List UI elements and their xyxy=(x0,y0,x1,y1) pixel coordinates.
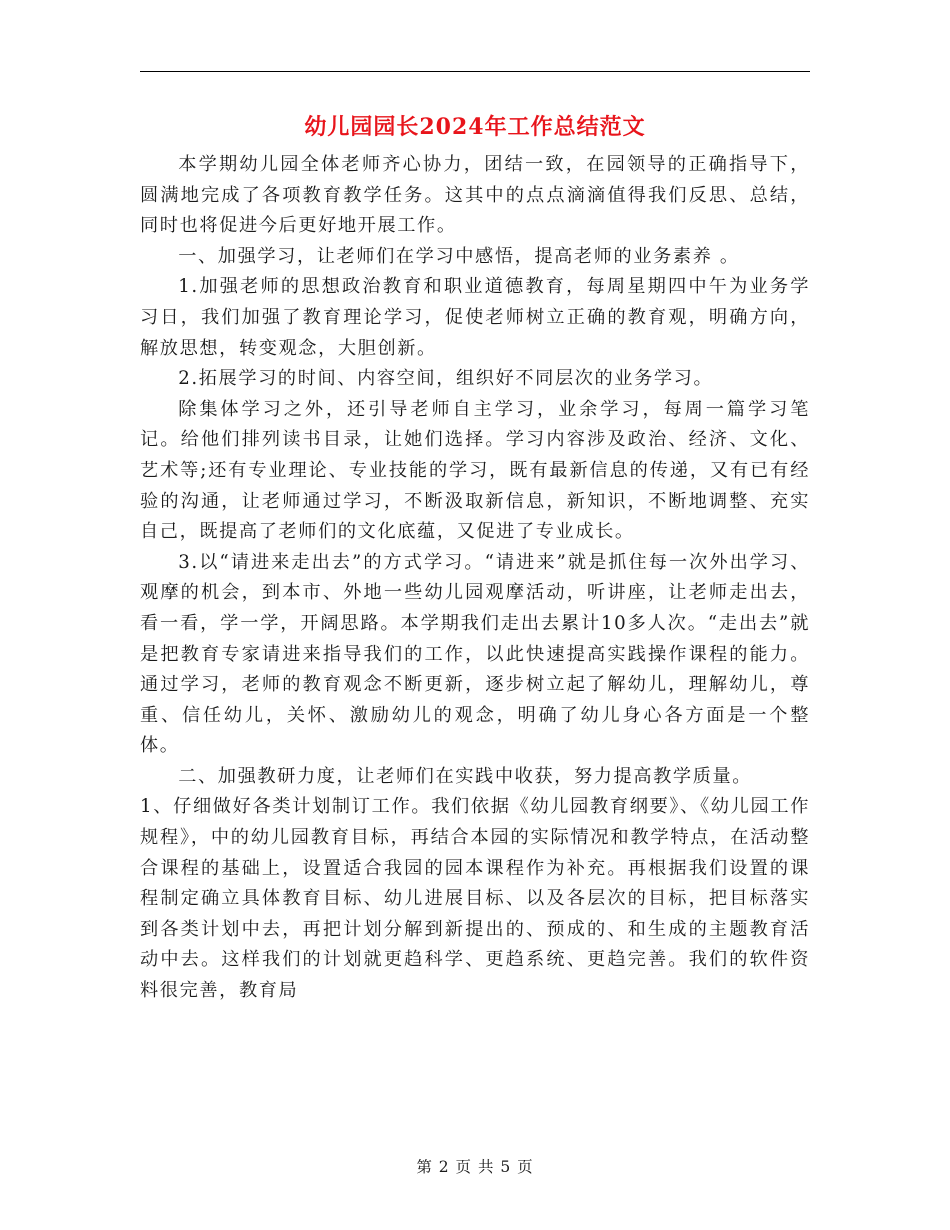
document-body xyxy=(140,150,810,1007)
paragraph-intro: 本学期幼儿园全体老师齐心协力，团结一致，在园领导的正确指导下，圆满地完成了各项教育教学任务。这其中的点点滴滴值得我们反思、总结，同时也将促进今后更好地开展工作。 xyxy=(140,154,810,237)
paragraph-planning: 1、仔细做好各类计划制订工作。我们依据《幼儿园教育纲要》、《幼儿园工作规程》，中的幼儿园教育目标，再结合本园的实际情况和教学特点，在活动整合课程的基础上，设置适合我园的园本课程作为补充。再根据我们设置的课程制定确立具体教育目标、幼儿进展目标、以及各层次的目标，把目标落实到各类计划中去，再把计划分解到新提出的、预成的、和生成的主题教育活动中去。这样我们的计划就更趋科学、更趋系统、更趋完善。我们的软件资料很完善，教育局 xyxy=(140,796,810,1002)
heading-section-1: 一、加强学习，让老师们在学习中感悟，提高老师的业务素养 。 xyxy=(178,245,740,267)
page-number: 第 2 页 共 5 页 xyxy=(416,1158,534,1176)
paragraph-item-1: 1.加强老师的思想政治教育和职业道德教育，每周星期四中午为业务学习日，我们加强了教育理论学习，促使老师树立正确的教育观，明确方向，解放思想，转变观念，大胆创新。 xyxy=(140,276,810,359)
heading-section-2: 二、加强教研力度，让老师们在实践中收获，努力提高教学质量。 xyxy=(178,765,753,787)
header-rule xyxy=(140,71,810,72)
paragraph-item-3: 3.以“请进来走出去”的方式学习。“请进来”就是抓住每一次外出学习、观摩的机会，到本市、外地一些幼儿园观摩活动，听讲座，让老师走出去，看一看，学一学，开阔思路。本学期我们走出去累计10多人次。“走出去”就是把教育专家请进来指导我们的工作，以此快速提高实践操作课程的能力。通过学习，老师的教育观念不断更新，逐步树立起了解幼儿，理解幼儿，尊重、信任幼儿，关怀、激励幼儿的观念，明确了幼儿身心各方面是一个整体。 xyxy=(140,551,810,757)
paragraph-self-study: 除集体学习之外，还引导老师自主学习，业余学习，每周一篇学习笔记。给他们排列读书目录，让她们选择。学习内容涉及政治、经济、文化、艺术等;还有专业理论、专业技能的学习，既有最新信息的传递，又有已有经验的沟通，让老师通过学习，不断汲取新信息，新知识，不断地调整、充实自己，既提高了老师们的文化底蕴，又促进了专业成长。 xyxy=(140,398,810,543)
document-title: 幼儿园园长2024年工作总结范文 xyxy=(304,114,646,140)
paragraph-item-2: 2.拓展学习的时间、内容空间，组织好不同层次的业务学习。 xyxy=(178,368,714,390)
